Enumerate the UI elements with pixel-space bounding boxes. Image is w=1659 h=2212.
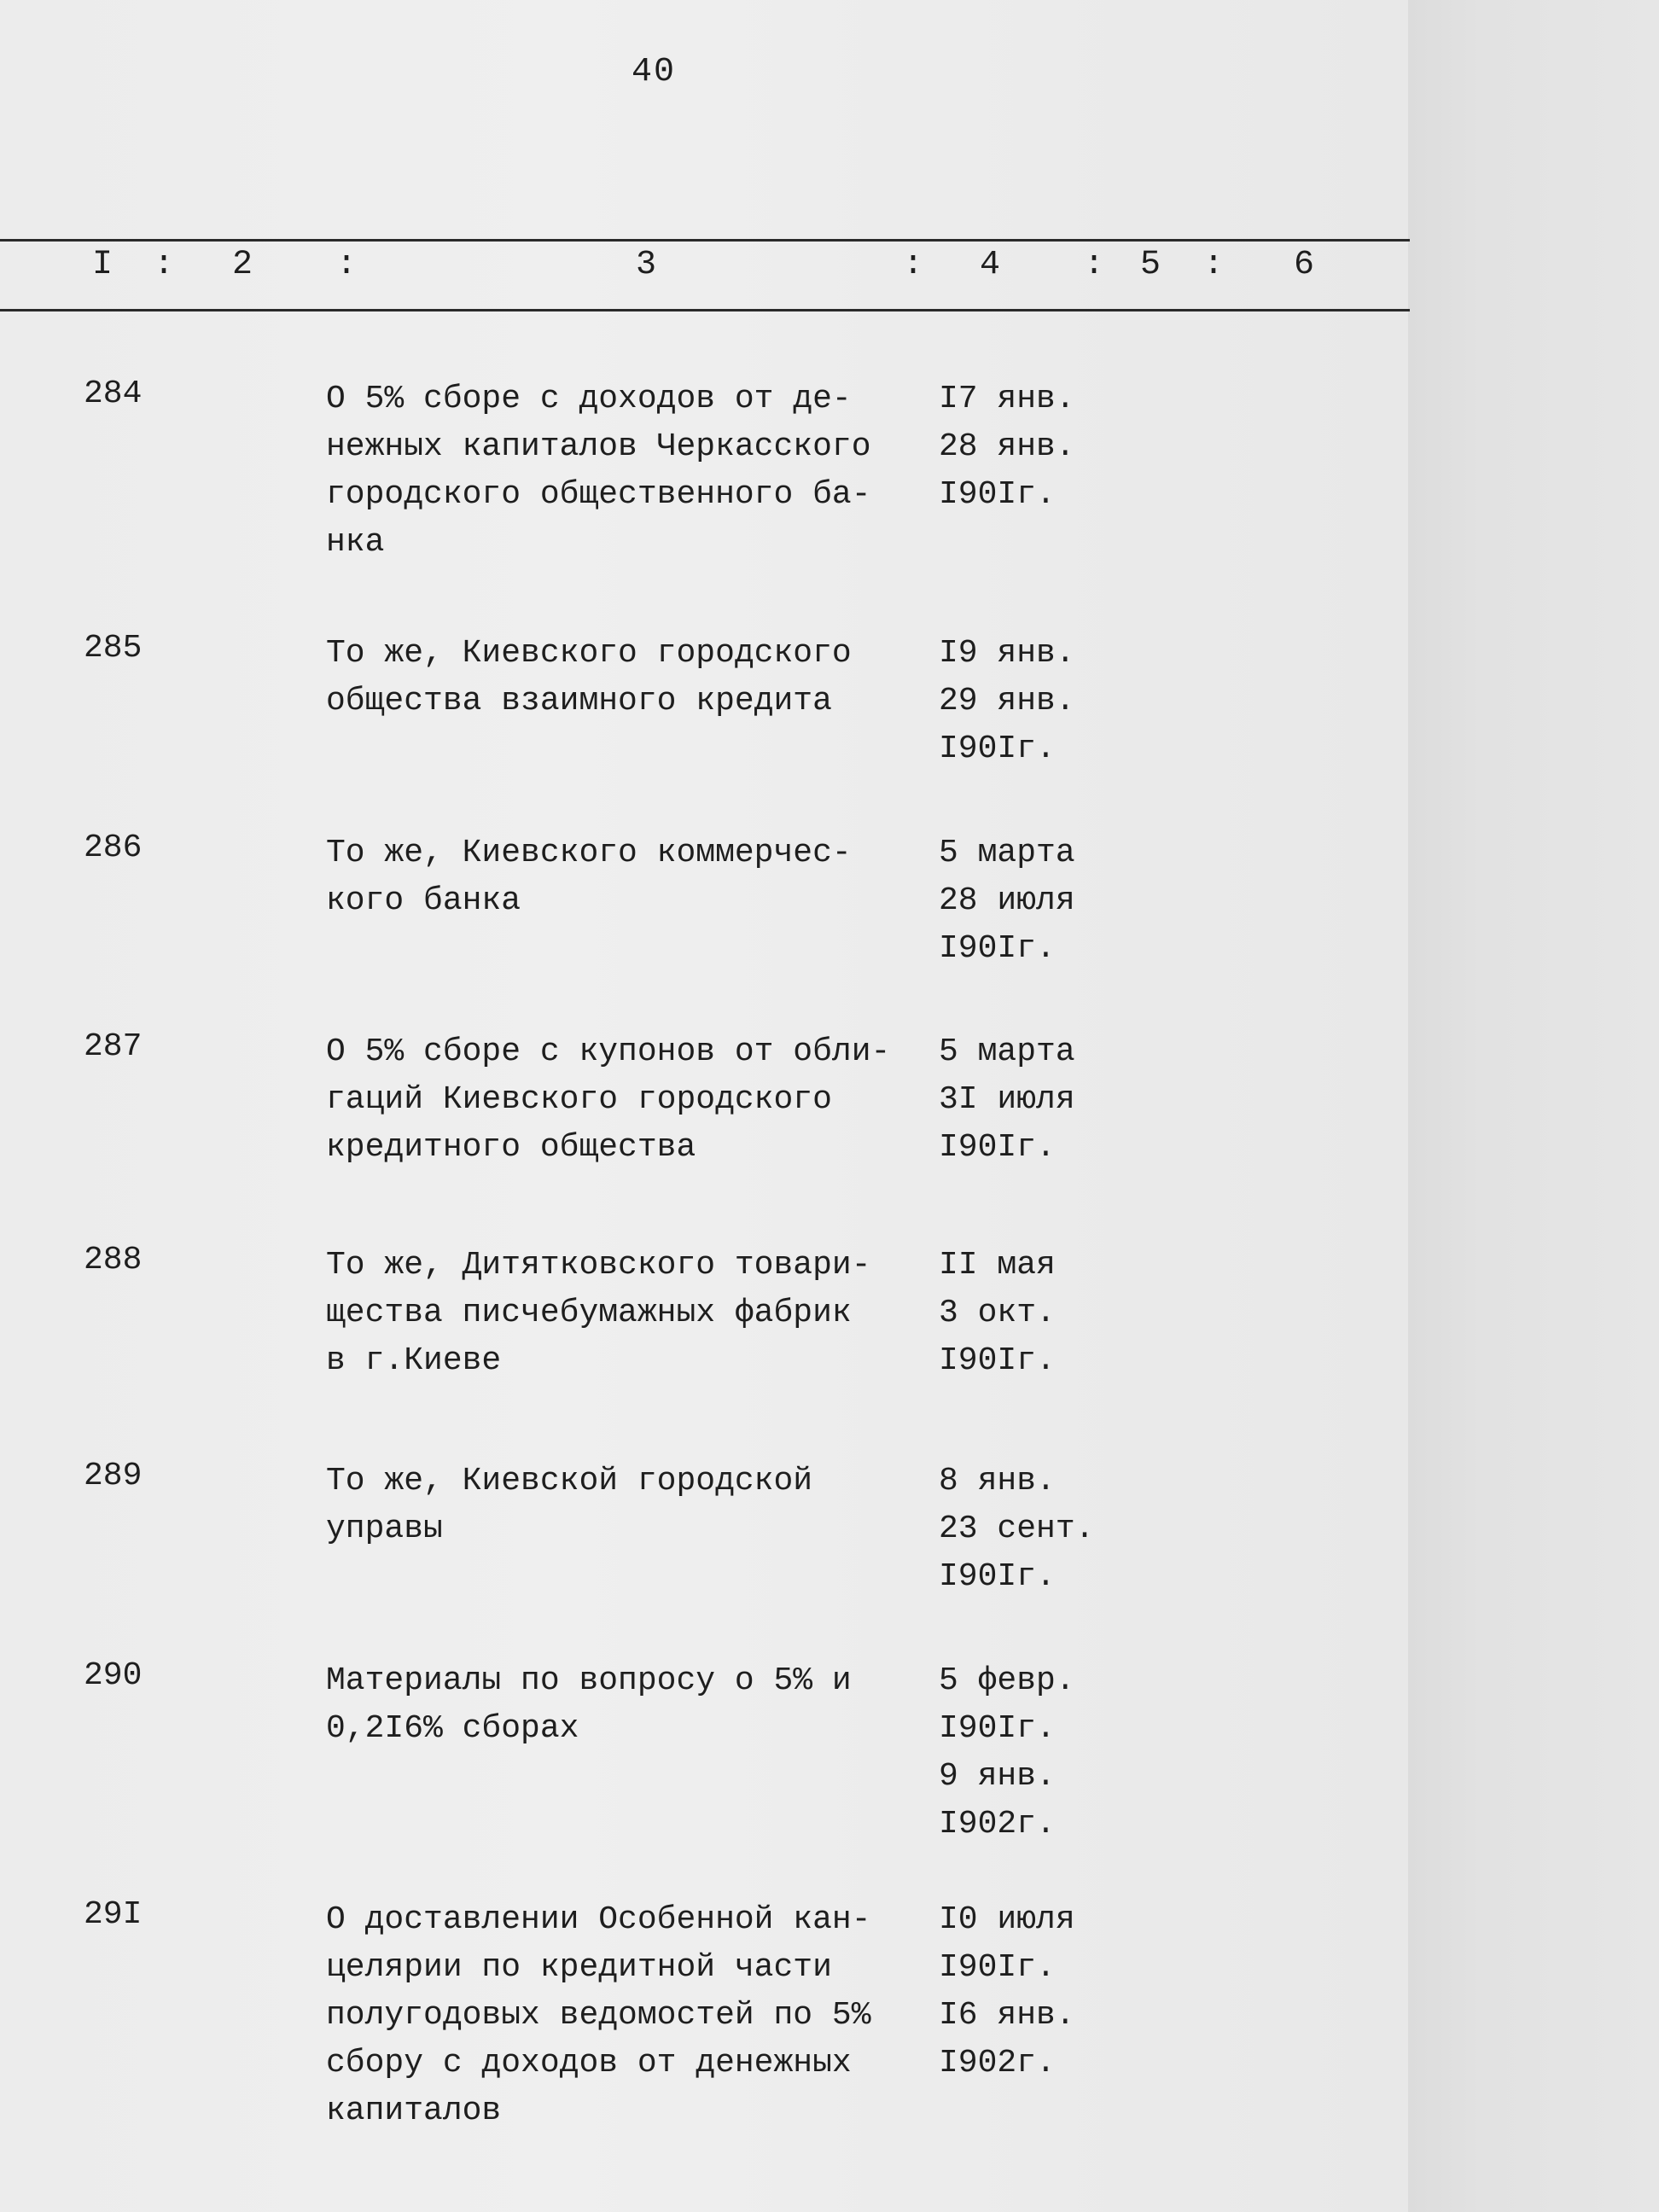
date-line: 23 сент. — [939, 1511, 1095, 1547]
entry-description — [326, 1657, 940, 1753]
entry-dates — [939, 1028, 1075, 1172]
description-line: гаций Киевского городского — [326, 1081, 832, 1118]
entry-dates — [939, 375, 1075, 519]
entry-number: 29I — [84, 1896, 143, 1933]
entry-number: 289 — [84, 1458, 143, 1494]
description-line: кредитного общества — [326, 1129, 696, 1166]
entry-number: 285 — [84, 630, 143, 667]
date-line: I90Iг. — [939, 1949, 1056, 1986]
entry-number: 284 — [84, 375, 143, 412]
entry-dates — [939, 1657, 1075, 1848]
date-line: I90Iг. — [939, 1558, 1056, 1595]
entry-description — [326, 830, 940, 925]
date-line: 28 июля — [939, 882, 1075, 919]
description-line: То же, Киевской городской — [326, 1463, 813, 1499]
description-line: О доставлении Особенной кан- — [326, 1901, 871, 1938]
description-line: управы — [326, 1511, 443, 1547]
entry-dates — [939, 630, 1075, 773]
entry-description — [326, 1458, 940, 1553]
column-header-5: 5 — [1140, 246, 1161, 284]
column-separator: : — [336, 246, 358, 284]
entry-description — [326, 1242, 940, 1385]
description-line: общества взаимного кредита — [326, 683, 832, 719]
description-line: нка — [326, 524, 385, 561]
description-line: нежных капиталов Черкасского — [326, 428, 871, 465]
column-separator: : — [1203, 246, 1225, 284]
description-line: Материалы по вопросу о 5% и — [326, 1662, 852, 1699]
entry-number: 287 — [84, 1028, 143, 1065]
description-line: капиталов — [326, 2093, 502, 2129]
date-line: I90Iг. — [939, 731, 1056, 767]
entry-number: 288 — [84, 1242, 143, 1278]
date-line: 5 марта — [939, 1033, 1075, 1070]
column-header-6: 6 — [1294, 246, 1315, 284]
entry-dates — [939, 1242, 1056, 1385]
date-line: I90Iг. — [939, 476, 1056, 513]
date-line: I0 июля — [939, 1901, 1075, 1938]
column-separator: : — [1084, 246, 1105, 284]
description-line: целярии по кредитной части — [326, 1949, 832, 1986]
entry-number: 286 — [84, 830, 143, 866]
description-line: в г.Киеве — [326, 1342, 502, 1379]
date-line: I902г. — [939, 1806, 1056, 1842]
date-line: I90Iг. — [939, 930, 1056, 967]
entry-description — [326, 1028, 940, 1172]
description-line: 0,2I6% сборах — [326, 1710, 579, 1747]
column-separator: : — [154, 246, 175, 284]
description-line: городского общественного ба- — [326, 476, 871, 513]
description-line: полугодовых ведомостей по 5% — [326, 1997, 871, 2034]
column-header-3: 3 — [636, 246, 657, 284]
date-line: II мая — [939, 1247, 1056, 1284]
column-separator: : — [903, 246, 924, 284]
header-top-rule — [0, 239, 1410, 242]
date-line: 9 янв. — [939, 1758, 1056, 1795]
date-line: I9 янв. — [939, 635, 1075, 672]
date-line: 3I июля — [939, 1081, 1075, 1118]
date-line: 29 янв. — [939, 683, 1075, 719]
entry-dates — [939, 1458, 1094, 1601]
entry-description — [326, 375, 940, 567]
column-header-4: 4 — [980, 246, 1001, 284]
page-number: 40 — [632, 53, 677, 91]
header-bottom-rule — [0, 309, 1410, 311]
description-line: О 5% сборе с доходов от де- — [326, 381, 852, 417]
date-line: I90Iг. — [939, 1342, 1056, 1379]
date-line: I90Iг. — [939, 1710, 1056, 1747]
date-line: 8 янв. — [939, 1463, 1056, 1499]
entry-dates — [939, 1896, 1075, 2087]
column-header-1: I — [92, 246, 114, 284]
date-line: 5 марта — [939, 835, 1075, 871]
description-line: кого банка — [326, 882, 521, 919]
entry-dates — [939, 830, 1075, 973]
date-line: I90Iг. — [939, 1129, 1056, 1166]
page-edge-shadow — [1408, 0, 1659, 2212]
description-line: щества писчебумажных фабрик — [326, 1295, 852, 1331]
description-line: То же, Киевского коммерчес- — [326, 835, 852, 871]
date-line: 5 февр. — [939, 1662, 1075, 1699]
date-line: 3 окт. — [939, 1295, 1056, 1331]
entry-description — [326, 1896, 940, 2135]
column-header-2: 2 — [232, 246, 253, 284]
date-line: I902г. — [939, 2045, 1056, 2081]
description-line: То же, Киевского городского — [326, 635, 852, 672]
description-line: сбору с доходов от денежных — [326, 2045, 852, 2081]
date-line: I6 янв. — [939, 1997, 1075, 2034]
entry-number: 290 — [84, 1657, 143, 1694]
date-line: I7 янв. — [939, 381, 1075, 417]
entry-description — [326, 630, 940, 725]
description-line: О 5% сборе с купонов от обли- — [326, 1033, 891, 1070]
description-line: То же, Дитятковского товари- — [326, 1247, 871, 1284]
date-line: 28 янв. — [939, 428, 1075, 465]
